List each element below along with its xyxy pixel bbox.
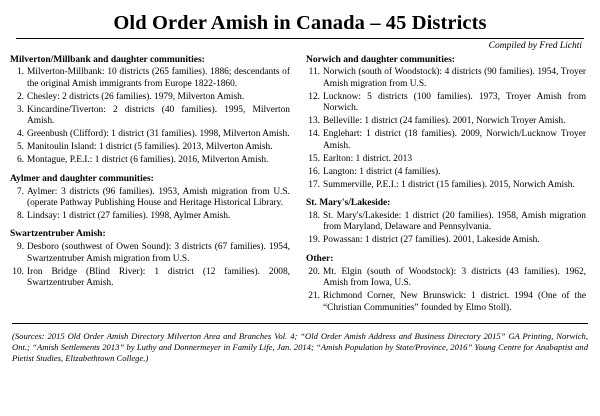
entry-number: 9. bbox=[16, 242, 24, 253]
entry-number: 10. bbox=[12, 266, 24, 277]
section-st-marys-lakeside bbox=[306, 198, 586, 247]
section-heading: Norwich and daughter communities: bbox=[306, 54, 455, 65]
list-item bbox=[306, 211, 586, 234]
entry-text: Desboro (southwest of Owen Sound): 3 districts (67 families). 1954, Swartzentruber Amish migration from U.S. bbox=[27, 242, 290, 264]
entry-list bbox=[10, 187, 290, 223]
section-heading: Other: bbox=[306, 253, 334, 264]
entry-list bbox=[306, 267, 586, 314]
entry-list bbox=[10, 67, 290, 166]
entry-text: Norwich (south of Woodstock): 4 districts (90 families). 1954, Troyer Amish migration from U.S. bbox=[323, 67, 586, 89]
entry-number: 12. bbox=[308, 91, 320, 102]
entry-number: 20. bbox=[308, 266, 320, 277]
entry-number: 19. bbox=[308, 235, 320, 246]
entry-text: Kincardine/Tiverton: 2 districts (40 families). 1995, Milverton Amish. bbox=[27, 104, 290, 127]
list-item bbox=[306, 92, 586, 115]
entry-number: 8. bbox=[16, 210, 24, 221]
section-swartzentruber bbox=[10, 229, 290, 289]
compiled-by: Compiled by Fred Lichti bbox=[488, 40, 582, 51]
entry-text: Greenbush (Clifford): 1 district (31 families). 1998, Milverton Amish. bbox=[27, 129, 290, 140]
entry-number: 3. bbox=[16, 104, 24, 115]
list-item bbox=[306, 154, 586, 165]
entry-text: Lucknow: 5 districts (100 families). 1973, Troyer Amish from Norwich. bbox=[323, 91, 586, 114]
list-item bbox=[306, 167, 586, 178]
entry-text: Chesley: 2 districts (26 families). 1979, Milverton Amish. bbox=[27, 91, 245, 102]
entry-number: 13. bbox=[308, 116, 320, 127]
entry-number: 4. bbox=[16, 129, 24, 140]
list-item bbox=[10, 242, 290, 265]
entry-text: Aylmer: 3 districts (96 families). 1953, Amish migration from U.S. (operate Pathway Publishing House and Heritage Historical Library. bbox=[27, 186, 290, 209]
entry-text: Richmond Corner, New Brunswick: 1 district. 1994 (One of the “Christian Communities” founded by Elmo Stoll). bbox=[323, 291, 586, 313]
entry-number: 17. bbox=[308, 179, 320, 190]
section-other bbox=[306, 254, 586, 314]
columns-container bbox=[10, 55, 590, 322]
entry-text: Lindsay: 1 district (27 families). 1998, Aylmer Amish. bbox=[27, 210, 231, 221]
section-heading: Aylmer and daughter communities: bbox=[10, 173, 154, 184]
list-item bbox=[10, 211, 290, 222]
entry-text: Langton: 1 district (4 families). bbox=[323, 166, 441, 177]
entry-text: Belleville: 1 district (24 families). 2001, Norwich Troyer Amish. bbox=[323, 116, 566, 127]
entry-list bbox=[306, 211, 586, 247]
section-heading: St. Mary's/Lakeside: bbox=[306, 198, 391, 209]
list-item bbox=[10, 155, 290, 166]
section-aylmer bbox=[10, 174, 290, 223]
list-item bbox=[306, 129, 586, 152]
list-item bbox=[10, 267, 290, 290]
entry-number: 21. bbox=[308, 291, 320, 302]
entry-text: Milverton-Millbank: 10 districts (265 families). 1886; descendants of the original Amish immigrants from Europe 1822-1860. bbox=[27, 67, 290, 89]
sources-divider bbox=[12, 323, 588, 324]
entry-text: Summerville, P.E.I.: 1 district (15 families). 2015, Norwich Amish. bbox=[323, 179, 575, 190]
list-item bbox=[306, 116, 586, 127]
entry-list bbox=[10, 242, 290, 289]
section-heading: Milverton/Millbank and daughter communities: bbox=[10, 54, 205, 65]
list-item bbox=[306, 180, 586, 191]
section-heading: Swartzentruber Amish: bbox=[10, 229, 106, 240]
entry-text: Englehart: 1 district (18 families). 2009, Norwich/Lucknow Troyer Amish. bbox=[323, 129, 586, 151]
list-item bbox=[306, 267, 586, 290]
page-title: Old Order Amish in Canada – 45 Districts bbox=[113, 12, 487, 34]
entry-number: 15. bbox=[308, 153, 320, 164]
list-item bbox=[306, 291, 586, 314]
entry-number: 1. bbox=[16, 67, 24, 78]
list-item bbox=[10, 67, 290, 90]
list-item bbox=[10, 187, 290, 210]
entry-number: 14. bbox=[308, 129, 320, 140]
entry-number: 2. bbox=[16, 91, 24, 102]
entry-number: 5. bbox=[16, 142, 24, 153]
entry-number: 16. bbox=[308, 166, 320, 177]
entry-number: 11. bbox=[308, 67, 320, 78]
list-item bbox=[306, 67, 586, 90]
entry-number: 6. bbox=[16, 155, 24, 166]
list-item bbox=[10, 92, 290, 103]
entry-text: Iron Bridge (Blind River): 1 district (12 families). 2008, Swartzentruber Amish. bbox=[27, 266, 290, 289]
entry-text: Powassan: 1 district (27 families). 2001, Lakeside Amish. bbox=[323, 235, 540, 246]
entry-text: Manitoulin Island: 1 district (5 families). 2013, Milverton Amish. bbox=[27, 142, 273, 153]
entry-number: 7. bbox=[16, 186, 24, 197]
entry-text: Montague, P.E.I.: 1 district (6 families). 2016, Milverton Amish. bbox=[27, 155, 269, 166]
list-item bbox=[10, 142, 290, 153]
list-item bbox=[10, 129, 290, 140]
sources-note: (Sources: 2015 Old Order Amish Directory Milverton Area and Branches Vol. 4; “Old Order Amish Address and Business Directory 2015” GA Printing, Norwich, Ont.; “Amish Settlements 2013” by Luthy and Donnermeyer in Family Life, Jan. 2014; “Amish Population by State/Province, 2016” Young Centre for Anabaptist and Pietist Studies, Elizabethtown College.) bbox=[12, 331, 588, 364]
section-norwich bbox=[306, 55, 586, 192]
left-column bbox=[10, 55, 290, 297]
entry-list bbox=[306, 67, 586, 191]
list-item bbox=[10, 105, 290, 128]
entry-number: 18. bbox=[308, 210, 320, 221]
section-milverton bbox=[10, 55, 290, 167]
entry-text: St. Mary's/Lakeside: 1 district (20 families). 1958, Amish migration from Maryland, Delaware and Pennsylvania. bbox=[323, 210, 586, 233]
entry-text: Earlton: 1 district. 2013 bbox=[323, 153, 413, 164]
entry-text: Mt. Elgin (south of Woodstock): 3 districts (43 families). 1962, Amish from Iowa, U.S. bbox=[323, 266, 586, 289]
right-column bbox=[306, 55, 586, 322]
title-divider bbox=[16, 38, 584, 39]
list-item bbox=[306, 235, 586, 246]
